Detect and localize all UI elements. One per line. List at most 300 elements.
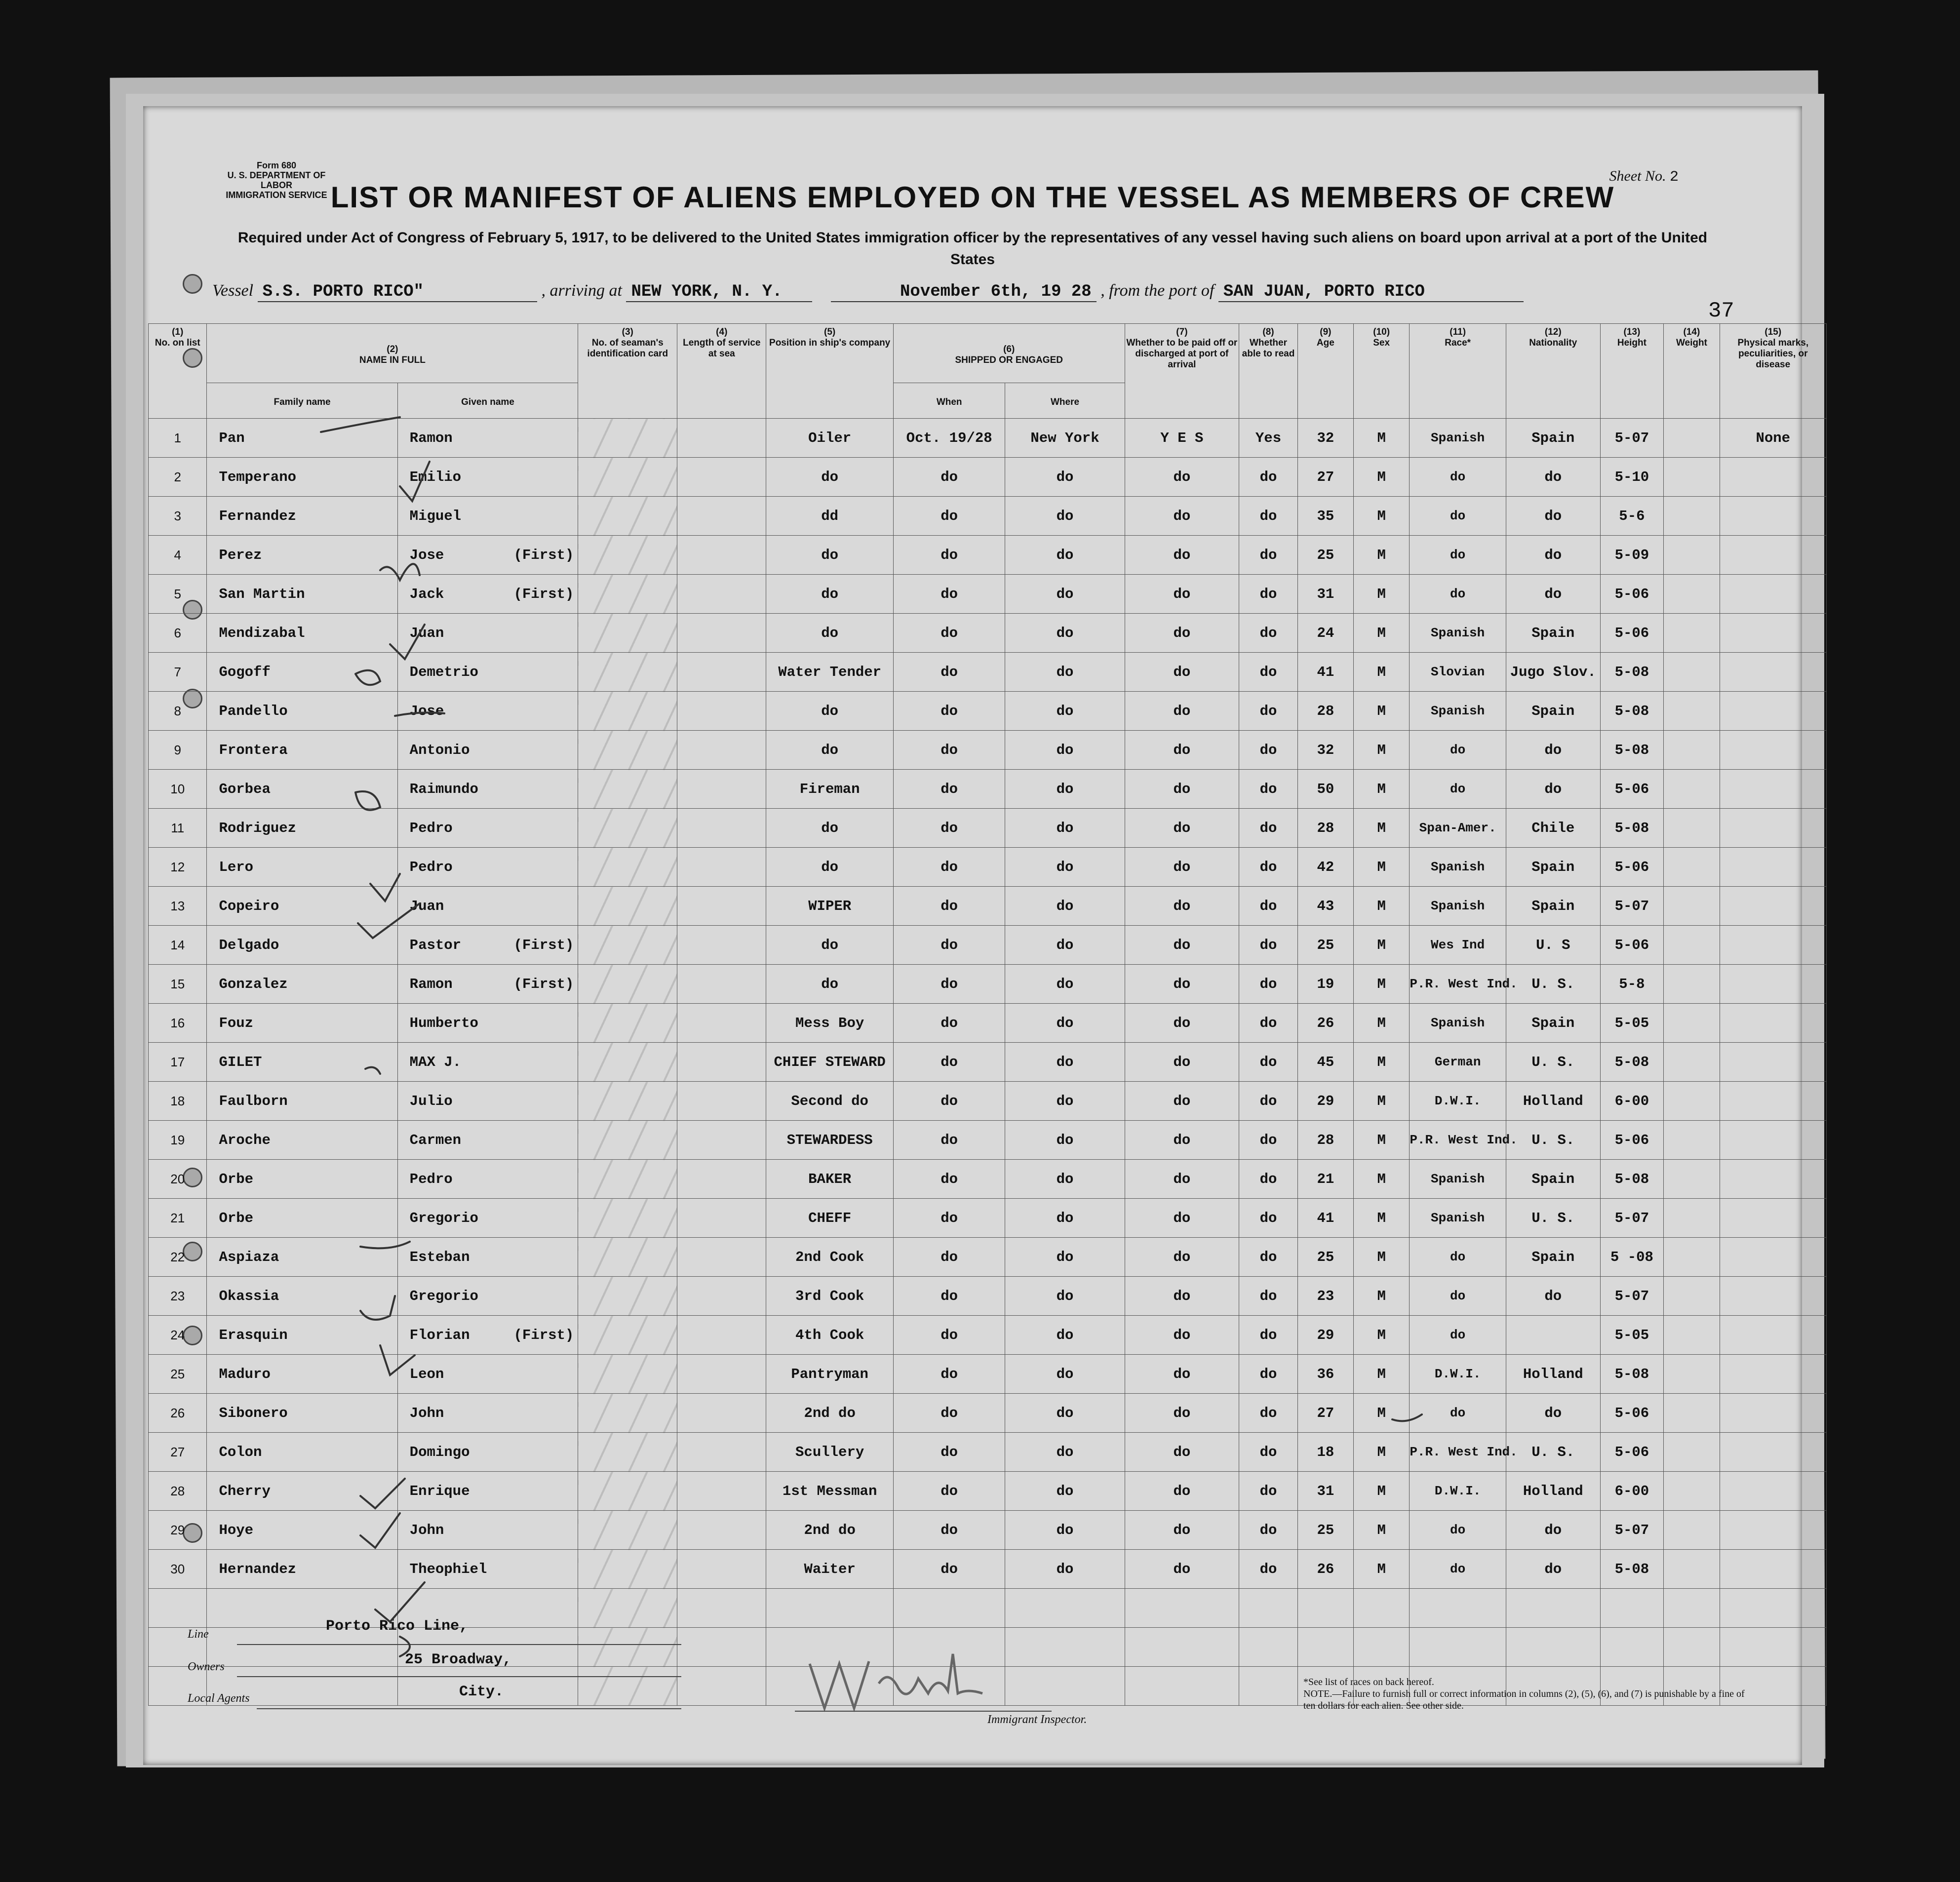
age-cell [1297,809,1353,848]
given-name-cell [397,497,578,536]
paid-off-cell [1125,1316,1239,1355]
weight-cell [1664,1394,1720,1433]
shipped-where-cell-text: do [1056,1210,1074,1226]
note-text: (First) [513,547,574,563]
id-card-cell [578,575,677,614]
able-to-read-cell-text: do [1259,781,1277,797]
race-cell [1410,497,1506,536]
paid-off-cell-text: do [1173,1093,1191,1109]
row-number [149,419,207,458]
given-name-cell-text: John [409,1405,444,1421]
id-card-cell [578,770,677,809]
sex-cell-text: M [1377,1132,1386,1148]
nationality-cell-text: Spain [1531,1015,1575,1031]
able-to-read-cell [1239,1238,1297,1277]
age-cell [1297,1394,1353,1433]
given-name-cell-text: Enrique [409,1483,470,1499]
sex-cell [1354,1355,1410,1394]
given-name-cell [397,1160,578,1199]
paid-off-cell-text: do [1173,508,1191,524]
nationality-cell [1506,1238,1601,1277]
able-to-read-cell [1239,731,1297,770]
position-cell-text: Water Tender [778,664,882,680]
paid-off-cell-text: do [1173,547,1191,563]
age-cell-text: 28 [1317,703,1334,719]
sex-cell [1354,419,1410,458]
weight-cell [1664,653,1720,692]
marks-cell [1720,1511,1826,1550]
paid-off-cell-text: do [1173,1366,1191,1382]
race-cell [1410,1550,1506,1589]
shipped-when-cell-text: do [941,508,958,524]
height-cell [1600,536,1664,575]
row-number-text: 12 [170,859,185,874]
marks-cell [1720,1394,1826,1433]
empty-cell [1720,1589,1826,1628]
height-cell [1600,1121,1664,1160]
id-card-cell [578,1472,677,1511]
table-row [149,614,1827,653]
shipped-when-cell-text: do [941,1444,958,1460]
height-cell [1600,809,1664,848]
height-cell [1600,692,1664,731]
shipped-where-cell-text: do [1056,1366,1074,1382]
sex-cell [1354,1004,1410,1043]
family-name-cell-text: Frontera [219,742,288,758]
table-row [149,965,1827,1004]
row-number [149,1121,207,1160]
position-cell [766,497,893,536]
service-cell [677,575,766,614]
weight-cell [1664,497,1720,536]
id-card-cell [578,731,677,770]
shipped-when-cell-text: do [941,1015,958,1031]
shipped-where-cell [1005,965,1125,1004]
able-to-read-cell [1239,809,1297,848]
shipped-where-cell [1005,497,1125,536]
marks-cell [1720,1082,1826,1121]
nationality-cell [1506,458,1601,497]
service-cell [677,1004,766,1043]
family-name-cell-text: Mendizabal [219,625,305,641]
nationality-cell-text: do [1544,1405,1562,1421]
position-cell [766,809,893,848]
position-cell-text: Oiler [808,430,852,446]
age-cell-text: 23 [1317,1288,1334,1304]
shipped-when-cell [893,1472,1005,1511]
paid-off-cell [1125,887,1239,926]
age-cell [1297,731,1353,770]
able-to-read-cell-text: do [1259,1483,1277,1499]
empty-cell [1354,1628,1410,1667]
table-row [149,1277,1827,1316]
able-to-read-cell [1239,1394,1297,1433]
age-cell [1297,692,1353,731]
sex-cell [1354,1121,1410,1160]
race-cell-text: Spanish [1431,704,1485,718]
race-cell [1410,809,1506,848]
race-cell [1410,1160,1506,1199]
paid-off-cell-text: do [1173,469,1191,485]
able-to-read-cell-text: do [1259,976,1277,992]
age-cell-text: 28 [1317,1132,1334,1148]
position-cell-text: Scullery [795,1444,864,1460]
shipped-when-cell-text: do [941,625,958,641]
sex-cell [1354,770,1410,809]
empty-cell [1410,1589,1506,1628]
given-name-cell [397,1355,578,1394]
height-cell-text: 5-8 [1619,976,1645,992]
nationality-cell-text: do [1544,469,1562,485]
shipped-when-cell-text: do [941,898,958,914]
age-cell-text: 27 [1317,1405,1334,1421]
nationality-cell [1506,575,1601,614]
able-to-read-cell [1239,1316,1297,1355]
age-cell-text: 25 [1317,547,1334,563]
inspector-signature [805,1634,992,1718]
manifest-rows [149,419,1827,1706]
given-name-cell [397,1121,578,1160]
weight-cell [1664,1355,1720,1394]
family-name-cell-text: Gogoff [219,664,271,680]
nationality-cell [1506,770,1601,809]
nationality-cell-text: Jugo Slov. [1510,664,1596,680]
height-cell [1600,731,1664,770]
nationality-cell-text: Chile [1531,820,1575,836]
col-header-given-name: Given name [397,383,578,419]
row-number [149,653,207,692]
sex-cell [1354,731,1410,770]
empty-cell [766,1589,893,1628]
sex-cell [1354,1511,1410,1550]
family-name-cell-text: Orbe [219,1171,254,1187]
paid-off-cell-text: do [1173,625,1191,641]
height-cell-text: 5-05 [1614,1015,1649,1031]
paid-off-cell-text: do [1173,1444,1191,1460]
position-cell [766,1511,893,1550]
sex-cell-text: M [1377,469,1386,485]
given-name-cell-text: Esteban [409,1249,470,1265]
empty-cell [1239,1667,1297,1706]
given-name-cell [397,419,578,458]
family-name-cell [207,1511,397,1550]
weight-cell [1664,887,1720,926]
position-cell-text: 3rd Cook [795,1288,864,1304]
race-cell-text: German [1434,1055,1481,1069]
able-to-read-cell-text: do [1259,703,1277,719]
age-cell-text: 25 [1317,937,1334,953]
position-cell-text: Pantryman [791,1366,868,1382]
shipped-where-cell [1005,731,1125,770]
row-number-text: 16 [170,1015,185,1030]
nationality-cell-text: U. S. [1531,1132,1575,1148]
id-card-cell [578,1511,677,1550]
sex-cell-text: M [1377,1054,1386,1070]
shipped-where-cell-text: do [1056,820,1074,836]
col-header-paid: (7) Whether to be paid off or discharged at port of arrival [1125,324,1239,419]
family-name-cell [207,1004,397,1043]
weight-cell [1664,1043,1720,1082]
race-cell-text: do [1450,509,1466,523]
given-name-cell [397,614,578,653]
agents-value: City. [459,1684,504,1700]
sex-cell-text: M [1377,859,1386,875]
family-name-cell-text: Rodriguez [219,820,297,836]
empty-cell [1664,1628,1720,1667]
paid-off-cell [1125,653,1239,692]
position-cell [766,1121,893,1160]
position-cell [766,614,893,653]
weight-cell [1664,1277,1720,1316]
sex-cell-text: M [1377,1327,1386,1343]
given-name-cell-text: Demetrio [409,664,478,680]
given-name-cell-text: Juan [409,625,444,641]
table-row [149,926,1827,965]
marks-cell [1720,653,1826,692]
given-name-cell [397,1316,578,1355]
family-name-cell [207,1316,397,1355]
race-cell [1410,887,1506,926]
shipped-where-cell [1005,1082,1125,1121]
sex-cell [1354,458,1410,497]
sex-cell-text: M [1377,703,1386,719]
able-to-read-cell [1239,1511,1297,1550]
position-cell-text: Mess Boy [795,1015,864,1031]
nationality-cell [1506,1121,1601,1160]
shipped-where-cell [1005,458,1125,497]
age-cell-text: 31 [1317,586,1334,602]
marks-cell [1720,770,1826,809]
nationality-cell [1506,692,1601,731]
able-to-read-cell-text: do [1259,1171,1277,1187]
able-to-read-cell-text: do [1259,859,1277,875]
shipped-when-cell-text: do [941,1093,958,1109]
nationality-cell [1506,497,1601,536]
position-cell [766,1004,893,1043]
race-cell-text: Wes Ind [1431,938,1485,952]
given-name-cell-text: Pedro [409,1171,453,1187]
row-number [149,1160,207,1199]
race-cell-text: D.W.I. [1434,1367,1481,1381]
table-row [149,1394,1827,1433]
able-to-read-cell-text: do [1259,742,1277,758]
paid-off-cell [1125,1238,1239,1277]
row-number [149,1394,207,1433]
service-cell [677,1277,766,1316]
height-cell [1600,1511,1664,1550]
shipped-when-cell [893,419,1005,458]
height-cell-text: 5-06 [1614,1132,1649,1148]
shipped-where-cell [1005,1043,1125,1082]
table-row [149,1082,1827,1121]
row-number-text: 26 [170,1405,185,1420]
shipped-when-cell [893,536,1005,575]
family-name-cell-text: Orbe [219,1210,254,1226]
id-card-cell [578,1121,677,1160]
age-cell-text: 25 [1317,1249,1334,1265]
shipped-where-cell-text: do [1056,1132,1074,1148]
paid-off-cell-text: do [1173,1054,1191,1070]
col-header-when: When [893,383,1005,419]
family-name-cell [207,458,397,497]
paid-off-cell-text: do [1173,1561,1191,1577]
service-cell [677,1121,766,1160]
able-to-read-cell-text: do [1259,898,1277,914]
id-card-cell [578,1277,677,1316]
able-to-read-cell [1239,614,1297,653]
table-row [149,1238,1827,1277]
position-cell [766,926,893,965]
age-cell-text: 26 [1317,1015,1334,1031]
row-number-text: 8 [174,703,181,718]
shipped-when-cell-text: do [941,859,958,875]
service-cell [677,887,766,926]
age-cell [1297,1433,1353,1472]
id-card-cell [578,1043,677,1082]
row-number [149,575,207,614]
race-cell [1410,1433,1518,1472]
family-name-cell [207,848,397,887]
marks-cell [1720,809,1826,848]
race-cell [1410,614,1506,653]
position-cell [766,1316,893,1355]
shipped-when-cell-text: do [941,1171,958,1187]
note-text: (First) [513,976,574,992]
given-name-cell [397,653,578,692]
race-cell-text: do [1450,1289,1466,1303]
able-to-read-cell [1239,575,1297,614]
age-cell [1297,1511,1353,1550]
empty-cell [1239,1589,1297,1628]
service-cell [677,1355,766,1394]
race-cell [1410,1394,1506,1433]
shipped-when-cell [893,1433,1005,1472]
nationality-cell-text: do [1544,1561,1562,1577]
arriving-label: , arriving at [541,281,622,300]
manifest-sheet [143,106,1809,1765]
shipped-when-cell [893,575,1005,614]
age-cell-text: 25 [1317,1522,1334,1538]
nationality-cell [1506,809,1601,848]
family-name-cell-text: Hoye [219,1522,254,1538]
nationality-cell-text: Spain [1531,625,1575,641]
given-name-cell [397,770,578,809]
height-cell-text: 5-06 [1614,1444,1649,1460]
sex-cell-text: M [1377,937,1386,953]
height-cell-text: 5-10 [1614,469,1649,485]
race-cell-text: do [1450,587,1466,601]
row-number [149,731,207,770]
shipped-when-cell-text: Oct. 19/28 [906,430,992,446]
height-cell-text: 5-08 [1614,703,1649,719]
service-cell [677,965,766,1004]
race-cell [1410,1121,1518,1160]
table-row [149,1550,1827,1589]
row-number [149,692,207,731]
able-to-read-cell-text: do [1259,820,1277,836]
age-cell [1297,419,1353,458]
nationality-cell-text: U. S [1535,937,1570,953]
family-name-cell [207,1160,397,1199]
marks-cell [1720,1355,1826,1394]
weight-cell [1664,1004,1720,1043]
id-card-cell [578,809,677,848]
nationality-cell [1506,1355,1601,1394]
table-row [149,1199,1827,1238]
shipped-when-cell-text: do [941,781,958,797]
able-to-read-cell [1239,848,1297,887]
sex-cell [1354,1277,1410,1316]
position-cell [766,1355,893,1394]
row-number-text: 4 [174,547,181,562]
paid-off-cell-text: do [1173,1522,1191,1538]
nationality-cell-text: U. S. [1531,1210,1575,1226]
weight-cell [1664,575,1720,614]
family-name-cell [207,536,397,575]
race-cell [1410,575,1506,614]
family-name-cell [207,653,397,692]
shipped-when-cell [893,1082,1005,1121]
service-cell [677,926,766,965]
row-number-text: 24 [170,1327,185,1342]
position-cell-text: CHEFF [808,1210,852,1226]
shipped-when-cell-text: do [941,664,958,680]
race-cell [1410,731,1506,770]
race-cell-text: do [1450,1250,1466,1264]
shipped-where-cell-text: do [1056,469,1074,485]
sex-cell [1354,575,1410,614]
id-card-cell [578,653,677,692]
paid-off-cell-text: do [1173,586,1191,602]
sex-cell [1354,692,1410,731]
height-cell-text: 6-00 [1614,1093,1649,1109]
age-cell [1297,1121,1353,1160]
owners-label: Owners [188,1660,225,1673]
col-header-nationality: (12) Nationality [1506,324,1601,419]
age-cell-text: 32 [1317,430,1334,446]
col-header-marks: (15) Physical marks, peculiarities, or disease [1720,324,1826,419]
family-name-cell-text: Sibonero [219,1405,288,1421]
paid-off-cell-text: do [1173,898,1191,914]
marks-cell [1720,497,1826,536]
able-to-read-cell [1239,1433,1297,1472]
position-cell-text: do [821,820,839,836]
row-number-text: 6 [174,625,181,640]
nationality-cell [1506,848,1601,887]
sex-cell [1354,1550,1410,1589]
vessel-line [212,281,1753,301]
row-number-text: 2 [174,469,181,484]
height-cell-text: 5-07 [1614,1522,1649,1538]
id-card-cell [578,536,677,575]
given-name-cell-text: Pedro [409,859,453,875]
empty-cell [1005,1667,1125,1706]
id-card-cell [578,1550,677,1589]
age-cell [1297,1472,1353,1511]
given-name-cell [397,1550,578,1589]
shipped-where-cell-text: do [1056,1561,1074,1577]
id-card-cell [578,1433,677,1472]
marks-cell [1720,575,1826,614]
given-name-cell [397,1238,578,1277]
table-row [149,1043,1827,1082]
able-to-read-cell-text: do [1259,1015,1277,1031]
position-cell-text: do [821,859,839,875]
paid-off-cell [1125,1394,1239,1433]
position-cell [766,1394,893,1433]
service-cell [677,614,766,653]
sex-cell [1354,1238,1410,1277]
